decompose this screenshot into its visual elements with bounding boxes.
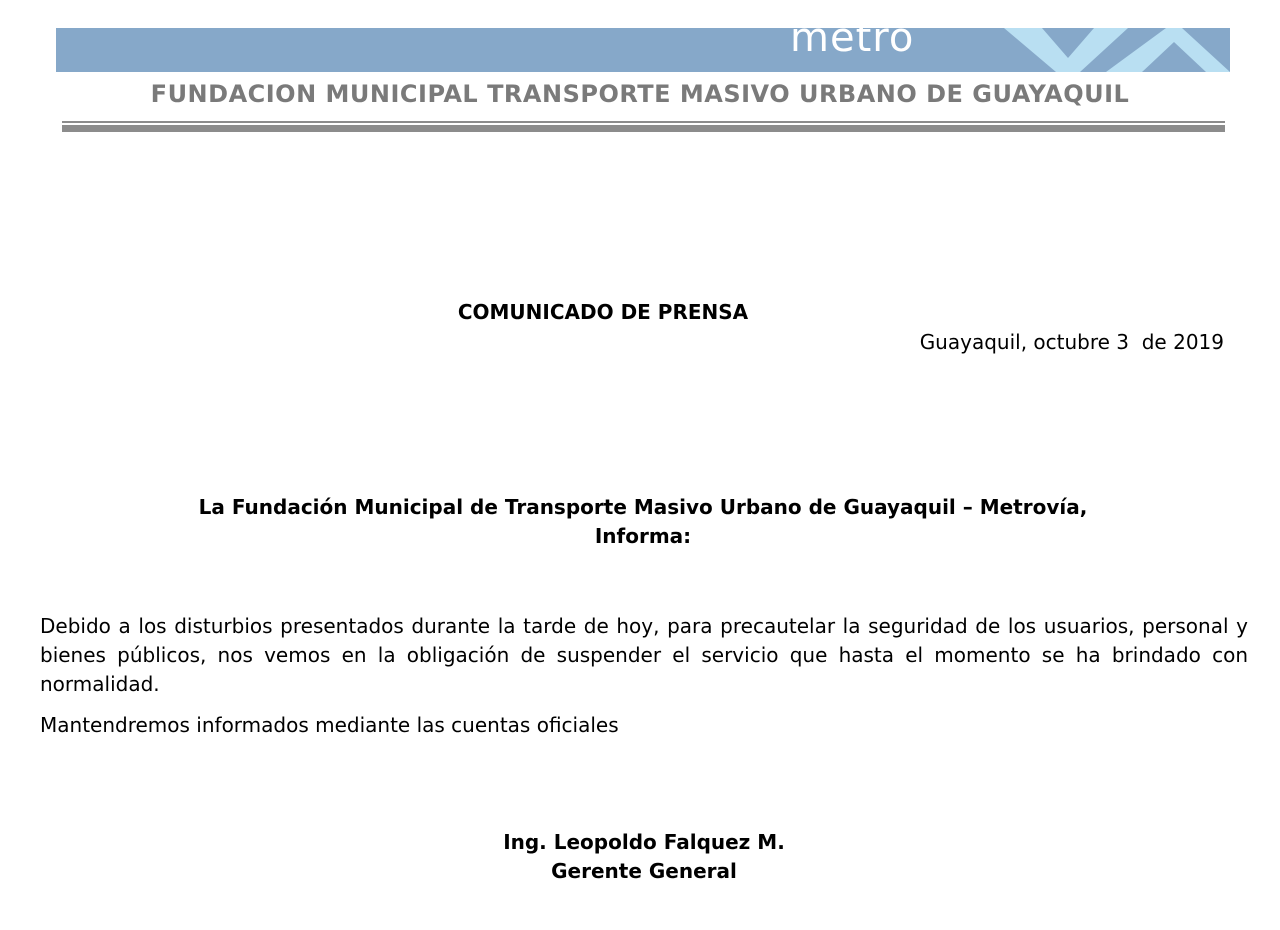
header-rule-thin [62,121,1225,123]
logo-a-shape [1106,28,1230,72]
header-band [56,28,1230,72]
signer-name: Ing. Leopoldo Falquez M. [503,830,785,854]
body-paragraph-2: Mantendremos informados mediante las cuentas oficiales [40,713,619,737]
heading-line-1: La Fundación Municipal de Transporte Masivo Urbano de Guayaquil – Metrovía, [198,495,1088,519]
header-rule-thick [62,125,1225,132]
logo-v-left [1004,28,1128,72]
signer-title: Gerente General [551,859,737,883]
heading-line-2: Informa: [594,524,692,548]
signature-block [40,828,1248,886]
announcement-heading [40,493,1246,551]
logo-wordmark: metro [790,15,915,61]
organization-name: FUNDACION MUNICIPAL TRANSPORTE MASIVO URBANO DE GUAYAQUIL [150,80,1130,108]
body-paragraph-1: Debido a los disturbios presentados durante la tarde de hoy, para precautelar la seguridad de los usuarios, personal y bienes públicos, nos vemos en la obligación de suspender el servicio que hasta el momento se ha brindado con normalidad. [40,614,1248,696]
document-type-title: COMUNICADO DE PRENSA [457,300,749,324]
document-date: Guayaquil, octubre 3 de 2019 [919,330,1224,354]
